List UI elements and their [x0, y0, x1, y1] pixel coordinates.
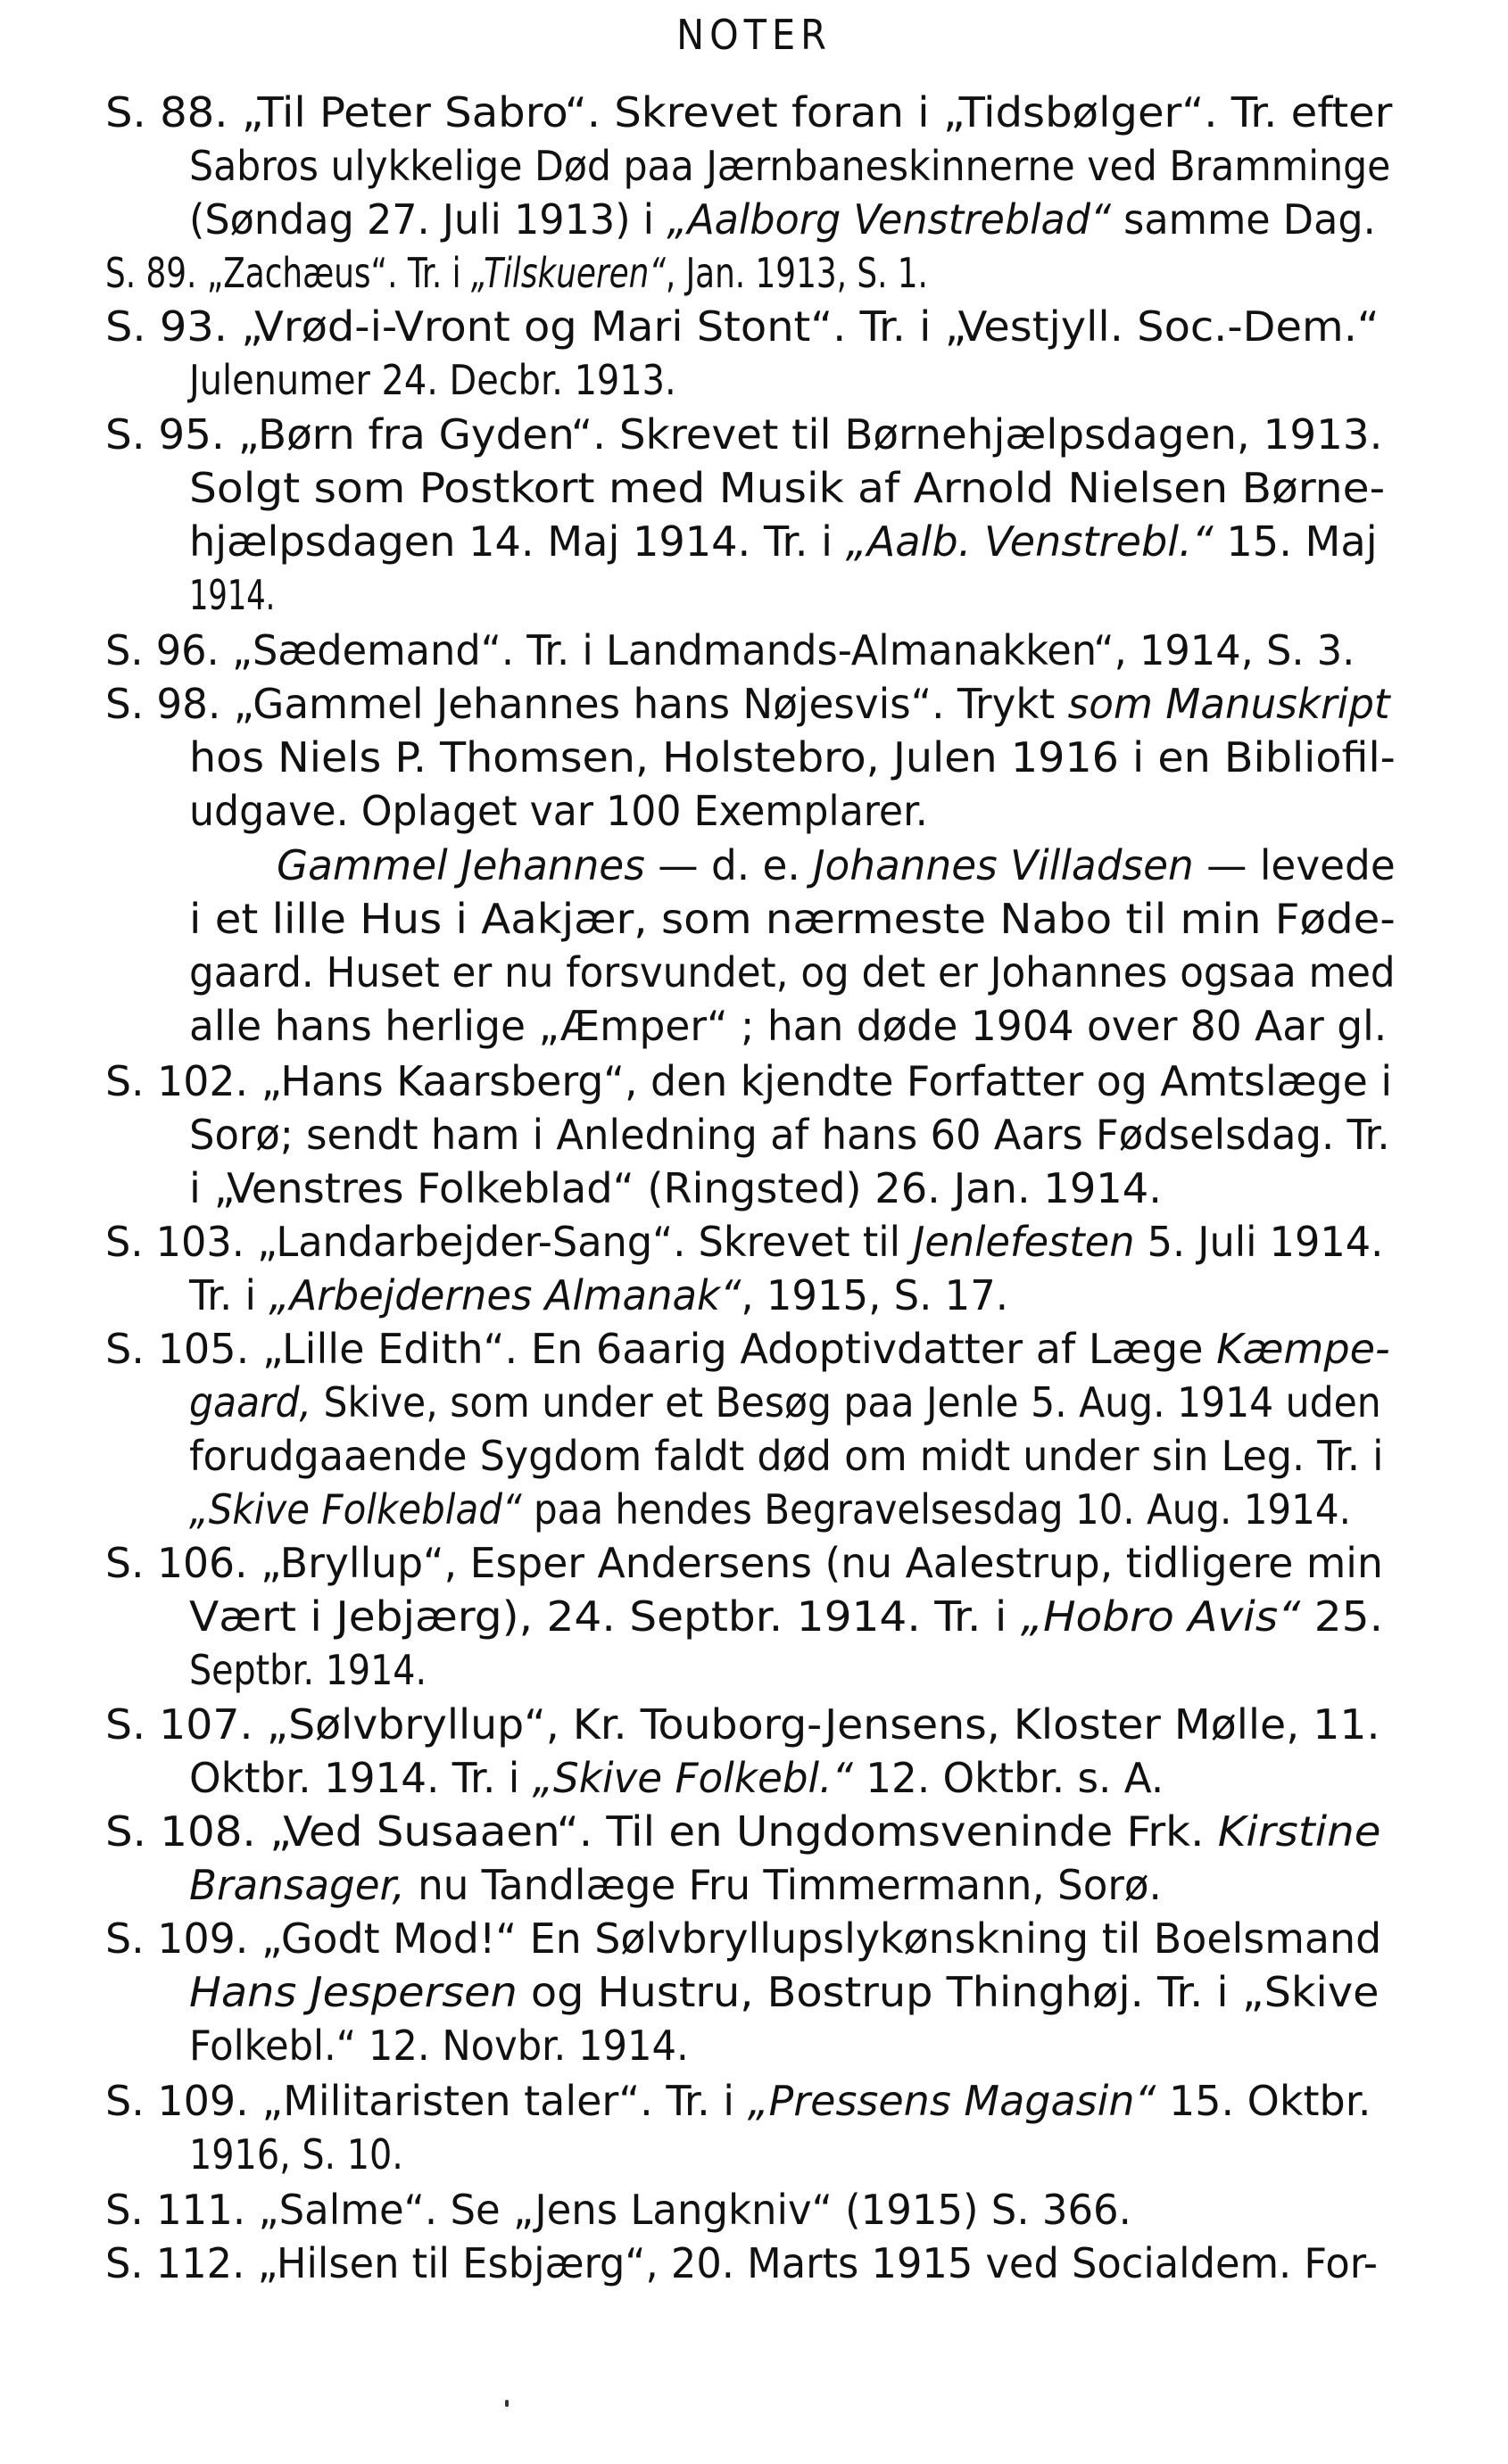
note-text: Tr. i: [189, 1271, 269, 1319]
note-text-italic: Johannes Villadsen: [813, 841, 1194, 889]
note-line: [105, 1056, 1392, 1106]
note-line: [105, 625, 1355, 675]
note-text: S. 98. „Gammel Jehannes hans Nøjesvis“. Trykt: [105, 680, 1068, 728]
note-line: [105, 409, 1382, 459]
note-text: S. 111. „Salme“. Se „Jens Langkniv“ (1915) S. 366.: [105, 2186, 1131, 2234]
note-text: 1914.: [189, 571, 276, 619]
ink-speck: [505, 2400, 509, 2407]
note-text-italic: Kirstine: [1217, 1807, 1381, 1856]
note-text: S. 112. „Hilsen til Esbjærg“, 20. Marts 1915 ved Socialdem. For-: [105, 2239, 1379, 2287]
note-line: [189, 141, 1390, 191]
note-line: [105, 1217, 1383, 1267]
note-text-italic: som Manuskript: [1067, 680, 1390, 728]
note-text-italic: Jenlefesten: [913, 1218, 1135, 1266]
note-line: [105, 1914, 1381, 1964]
note-line: [105, 1807, 1380, 1856]
note-text: 1916, S. 10.: [189, 2130, 403, 2179]
note-text: S. 109. „Godt Mod!“ En Sølvbryllupslykønskning til Boelsmand: [105, 1914, 1382, 1963]
note-line: [189, 947, 1396, 997]
note-line: [105, 2076, 1371, 2126]
note-text-italic: „Arbejdernes Almanak“: [269, 1271, 742, 1319]
note-text: alle hans herlige „Æmper“ ; han døde 1904 over 80 Aar gl.: [189, 1002, 1388, 1050]
note-text: udgave. Oplaget var 100 Exemplarer.: [189, 787, 928, 835]
note-line: [105, 87, 1392, 137]
note-line: [189, 1860, 1162, 1910]
note-text-italic: Kæmpe-: [1216, 1325, 1390, 1373]
note-text: — d. e.: [644, 841, 814, 889]
note-line: [189, 570, 275, 620]
note-line: [105, 1324, 1390, 1374]
note-line: [105, 248, 928, 298]
note-line: [189, 1110, 1390, 1160]
note-line: [189, 786, 928, 836]
note-text: S. 88. „Til Peter Sabro“. Skrevet foran i „Tidsbølger“. Tr. efter: [105, 88, 1393, 136]
note-text: Sorø; sendt ham i Anledning af hans 60 Aars Fødselsdag. Tr.: [189, 1111, 1390, 1159]
note-text: Sabros ulykkelige Død paa Jærnbaneskinnerne ved Brammingе: [189, 142, 1391, 190]
note-text: S. 107. „Sølvbryllup“, Kr. Touborg-Jensens, Kloster Mølle, 11.: [105, 1700, 1380, 1749]
note-line: [189, 2021, 689, 2071]
note-text-italic: „Aalborg Venstreblad“: [667, 195, 1112, 244]
note-text: 25.: [1300, 1592, 1384, 1641]
note-text: forudgaaende Sygdom faldt død om midt under sin Leg. Tr. i: [189, 1432, 1384, 1480]
note-line: [189, 1645, 427, 1695]
note-line: [189, 732, 1396, 782]
note-line: [105, 2185, 1131, 2235]
note-line: [189, 194, 1376, 244]
note-text: Julenumer 24. Decbr. 1913.: [189, 356, 676, 404]
note-line: [105, 1538, 1383, 1588]
note-text: S. 105. „Lille Edith“. En 6aarig Adoptivdatter af Læge: [105, 1325, 1217, 1373]
note-text: Vært i Jebjærg), 24. Septbr. 1914. Tr. i: [189, 1592, 1021, 1641]
note-text: Folkebl.“ 12. Novbr. 1914.: [189, 2022, 689, 2070]
note-text-italic: „Hobro Avis“: [1020, 1592, 1301, 1641]
note-text: paa hendes Begravelsesdag 10. Aug. 1914.: [521, 1485, 1351, 1534]
note-line: [189, 1431, 1384, 1481]
note-text: samme Dag.: [1111, 195, 1376, 244]
note-text: , Jan. 1913, S. 1.: [665, 249, 928, 297]
note-line: [189, 1753, 1164, 1803]
note-text-italic: gaard,: [189, 1378, 312, 1426]
note-text: Solgt som Postkort med Musik af Arnold Nielsen Børne-: [189, 464, 1386, 512]
note-text-italic: „Pressens Magasin“: [747, 2077, 1156, 2125]
note-text-italic: „Skive Folkebl.“: [532, 1754, 853, 1802]
note-line: [189, 1484, 1351, 1534]
note-text: Septbr. 1914.: [189, 1646, 427, 1694]
note-line: [189, 1377, 1381, 1427]
note-text: (Søndag 27. Juli 1913) i: [189, 195, 667, 244]
note-text: nu Tandlæge Fru Timmermann, Sorø.: [404, 1861, 1162, 1909]
note-text: S. 106. „Bryllup“, Esper Andersens (nu Aalestrup, tidligere min: [105, 1539, 1383, 1587]
note-text: og Hustru, Bostrup Thinghøj. Tr. i „Skive: [517, 1968, 1380, 2016]
note-line: [189, 1967, 1379, 2017]
note-line: [189, 894, 1396, 944]
note-line: [105, 302, 1380, 351]
note-text: S. 102. „Hans Kaarsberg“, den kjendte Forfatter og Amtslæge i: [105, 1057, 1393, 1105]
note-text: S. 96. „Sædemand“. Tr. i Landmands-Almanakken“, 1914, S. 3.: [105, 626, 1355, 674]
note-line: [105, 1699, 1380, 1749]
note-text-italic: „Tilskueren“: [470, 249, 666, 297]
note-text: 12. Oktbr. s. A.: [852, 1754, 1164, 1802]
note-line: [105, 679, 1390, 729]
note-text-italic: „Aalb. Venstrebl.“: [845, 517, 1214, 566]
note-line: [189, 517, 1378, 566]
note-text: gaard. Huset er nu forsvundet, og det er Johannes ogsaa med: [189, 948, 1396, 996]
note-text-italic: Hans Jespersen: [189, 1968, 518, 2016]
note-text: i „Venstres Folkeblad“ (Ringsted) 26. Jan. 1914.: [189, 1164, 1162, 1212]
note-text: 15. Oktbr.: [1156, 2077, 1371, 2125]
note-text: S. 109. „Militaristen taler“. Tr. i: [105, 2077, 748, 2125]
note-text: S. 93. „Vrød-i-Vront og Mari Stont“. Tr. i „Vestjyll. Soc.-Dem.“: [105, 302, 1380, 351]
note-line: [189, 1163, 1162, 1213]
note-text: hjælpsdagen 14. Maj 1914. Tr. i: [189, 517, 846, 566]
note-text: Skive, som under et Besøg paa Jenle 5. Aug. 1914 uden: [311, 1378, 1381, 1426]
note-line: [189, 2129, 403, 2179]
note-text: S. 95. „Børn fra Gyden“. Skrevet til Børnehjælpsdagen, 1913.: [105, 410, 1383, 459]
note-line: [277, 840, 1396, 890]
note-text-italic: Bransager,: [189, 1861, 405, 1909]
note-line: [189, 463, 1385, 513]
note-text: hos Niels P. Thomsen, Holstebro, Julen 1916 i en Bibliofil-: [189, 733, 1396, 781]
note-text: S. 89. „Zachæus“. Tr. i: [105, 249, 471, 297]
note-text: S. 103. „Landarbejder-Sang“. Skrevet til: [105, 1218, 914, 1266]
note-text: , 1915, S. 17.: [741, 1271, 1009, 1319]
note-line: [105, 2238, 1378, 2288]
note-line: [189, 1001, 1387, 1051]
note-text: Oktbr. 1914. Tr. i: [189, 1754, 533, 1802]
note-text: i et lille Hus i Aakjær, som nærmeste Nabo til min Føde-: [189, 895, 1396, 943]
note-text: S. 108. „Ved Susaaen“. Til en Ungdomsveninde Frk.: [105, 1807, 1218, 1856]
note-text: 15. Maj: [1213, 517, 1378, 566]
note-line: [189, 1592, 1383, 1641]
page-title: NOTER: [676, 11, 832, 59]
note-text: 5. Juli 1914.: [1134, 1218, 1384, 1266]
note-text: — levede: [1193, 841, 1396, 889]
note-line: [189, 355, 676, 405]
note-text-italic: „Skive Folkeblad“: [189, 1485, 522, 1534]
note-text-italic: Gammel Jehannes: [277, 841, 645, 889]
note-line: [189, 1270, 1008, 1320]
